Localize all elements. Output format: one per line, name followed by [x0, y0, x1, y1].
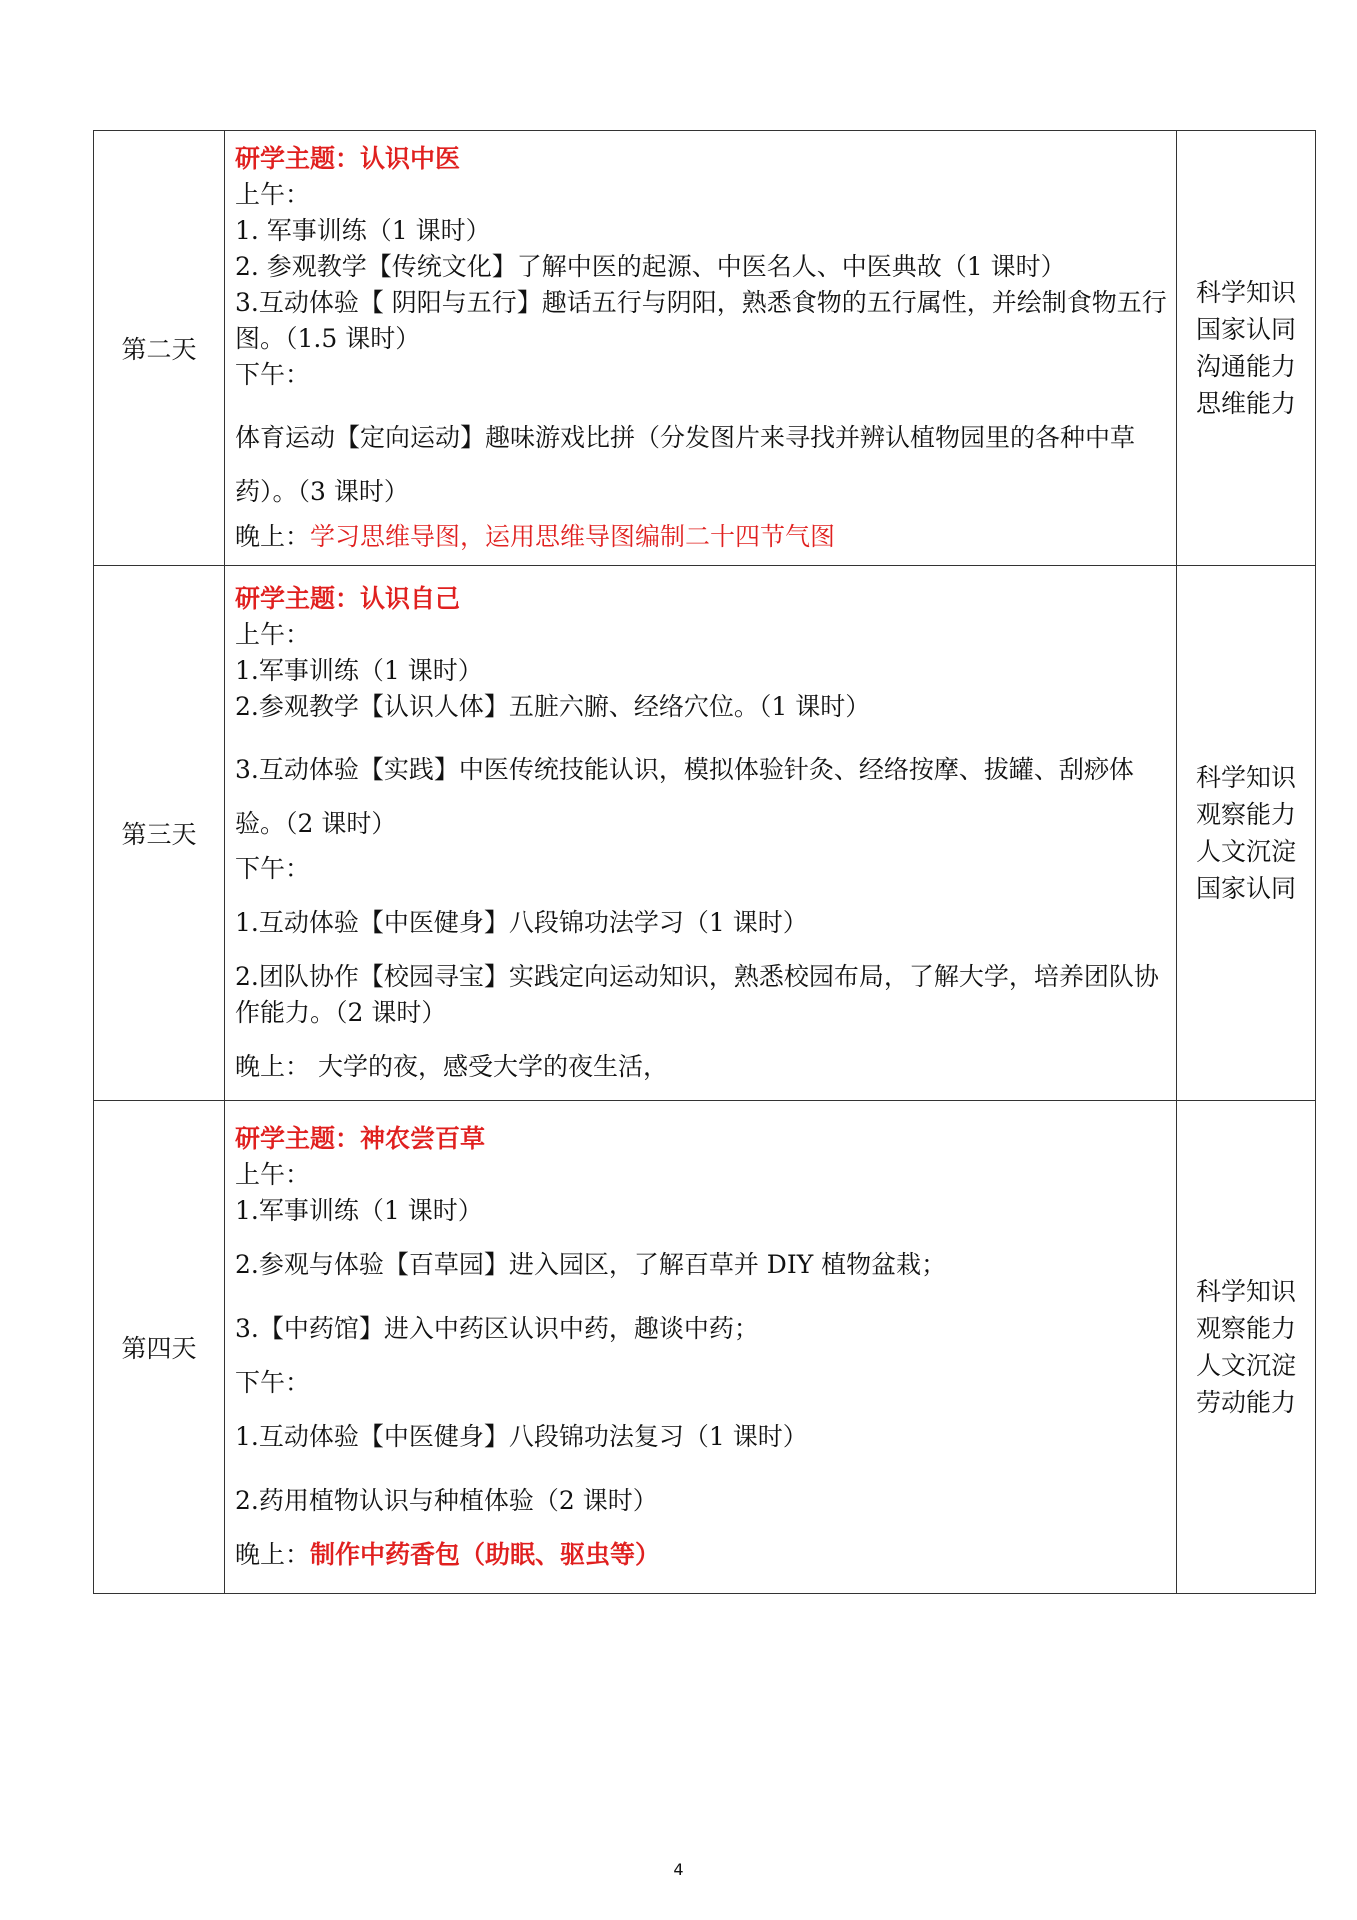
- theme-title: 研学主题：认识中医: [235, 144, 461, 173]
- activity-item: 3.互动体验【 阴阳与五行】趣话五行与阴阳，熟悉食物的五行属性，并绘制食物五行图。（1.5 课时）: [235, 288, 1167, 353]
- evening-label: 晚上：: [235, 1540, 311, 1569]
- afternoon-label: 下午：: [235, 854, 311, 883]
- day-content: [225, 131, 1177, 566]
- activity-item: 3.【中药馆】进入中药区认识中药，趣谈中药；: [235, 1314, 759, 1343]
- day-label: 第三天: [94, 566, 225, 1101]
- ability-item: 思维能力: [1195, 389, 1296, 418]
- activity-item: 3.互动体验【实践】中医传统技能认识，模拟体验针灸、经络按摩、拔罐、刮痧体验。（2 课时）: [235, 755, 1134, 838]
- day-content: [225, 1101, 1177, 1594]
- activity-item: 1. 军事训练（1 课时）: [235, 216, 491, 245]
- ability-item: 国家认同: [1195, 874, 1296, 903]
- activity-item: 体育运动【定向运动】趣味游戏比拼（分发图片来寻找并辨认植物园里的各种中草药）。（3 课时）: [235, 423, 1136, 506]
- day-label: 第二天: [94, 131, 225, 566]
- day-label: 第四天: [94, 1101, 225, 1594]
- ability-item: 科学知识: [1195, 763, 1296, 792]
- ability-item: 科学知识: [1195, 278, 1296, 307]
- day-content: [225, 566, 1177, 1101]
- theme-title: 研学主题：认识自己: [235, 584, 461, 613]
- ability-item: 沟通能力: [1195, 352, 1296, 381]
- activity-item: 1.互动体验【中医健身】八段锦功法复习（1 课时）: [235, 1422, 808, 1451]
- evening-line: [235, 1537, 1168, 1573]
- activity-item: 2. 参观教学【传统文化】了解中医的起源、中医名人、中医典故（1 课时）: [235, 252, 1066, 281]
- day-row: [94, 566, 1316, 1101]
- afternoon-label: 下午：: [235, 360, 311, 389]
- activity-item: 1.军事训练（1 课时）: [235, 1196, 483, 1225]
- schedule-table: [93, 130, 1316, 1594]
- ability-item: 人文沉淀: [1195, 837, 1296, 866]
- ability-item: 劳动能力: [1195, 1388, 1296, 1417]
- day-row: [94, 131, 1316, 566]
- activity-item: 2.参观与体验【百草园】进入园区，了解百草并 DIY 植物盆栽；: [235, 1250, 947, 1279]
- activity-item: 1.互动体验【中医健身】八段锦功法学习（1 课时）: [235, 908, 808, 937]
- activity-item: 2.参观教学【认识人体】五脏六腑、经络穴位。（1 课时）: [235, 692, 871, 721]
- abilities-cell: [1177, 1101, 1316, 1594]
- evening-line: [235, 1049, 1168, 1085]
- evening-activity: 学习思维导图，运用思维导图编制二十四节气图: [310, 522, 836, 551]
- ability-item: 观察能力: [1195, 1314, 1296, 1343]
- page-number: 4: [673, 1860, 684, 1879]
- activity-item: 2.团队协作【校园寻宝】实践定向运动知识，熟悉校园布局，了解大学，培养团队协作能力。（2 课时）: [235, 962, 1159, 1027]
- abilities-cell: [1177, 566, 1316, 1101]
- ability-item: 国家认同: [1195, 315, 1296, 344]
- day-row: [94, 1101, 1316, 1594]
- evening-activity: 大学的夜，感受大学的夜生活，: [310, 1052, 668, 1081]
- evening-line: [235, 519, 1168, 555]
- evening-label: 晚上：: [235, 522, 311, 551]
- morning-label: 上午：: [235, 1160, 311, 1189]
- abilities-cell: [1177, 131, 1316, 566]
- ability-item: 人文沉淀: [1195, 1351, 1296, 1380]
- evening-activity: 制作中药香包（助眠、驱虫等）: [310, 1540, 661, 1569]
- morning-label: 上午：: [235, 620, 311, 649]
- theme-title: 研学主题：神农尝百草: [235, 1124, 486, 1153]
- activity-item: 2.药用植物认识与种植体验（2 课时）: [235, 1486, 658, 1515]
- ability-item: 观察能力: [1195, 800, 1296, 829]
- ability-item: 科学知识: [1195, 1277, 1296, 1306]
- activity-item: 1.军事训练（1 课时）: [235, 656, 483, 685]
- morning-label: 上午：: [235, 180, 311, 209]
- evening-label: 晚上：: [235, 1052, 311, 1081]
- afternoon-label: 下午：: [235, 1368, 311, 1397]
